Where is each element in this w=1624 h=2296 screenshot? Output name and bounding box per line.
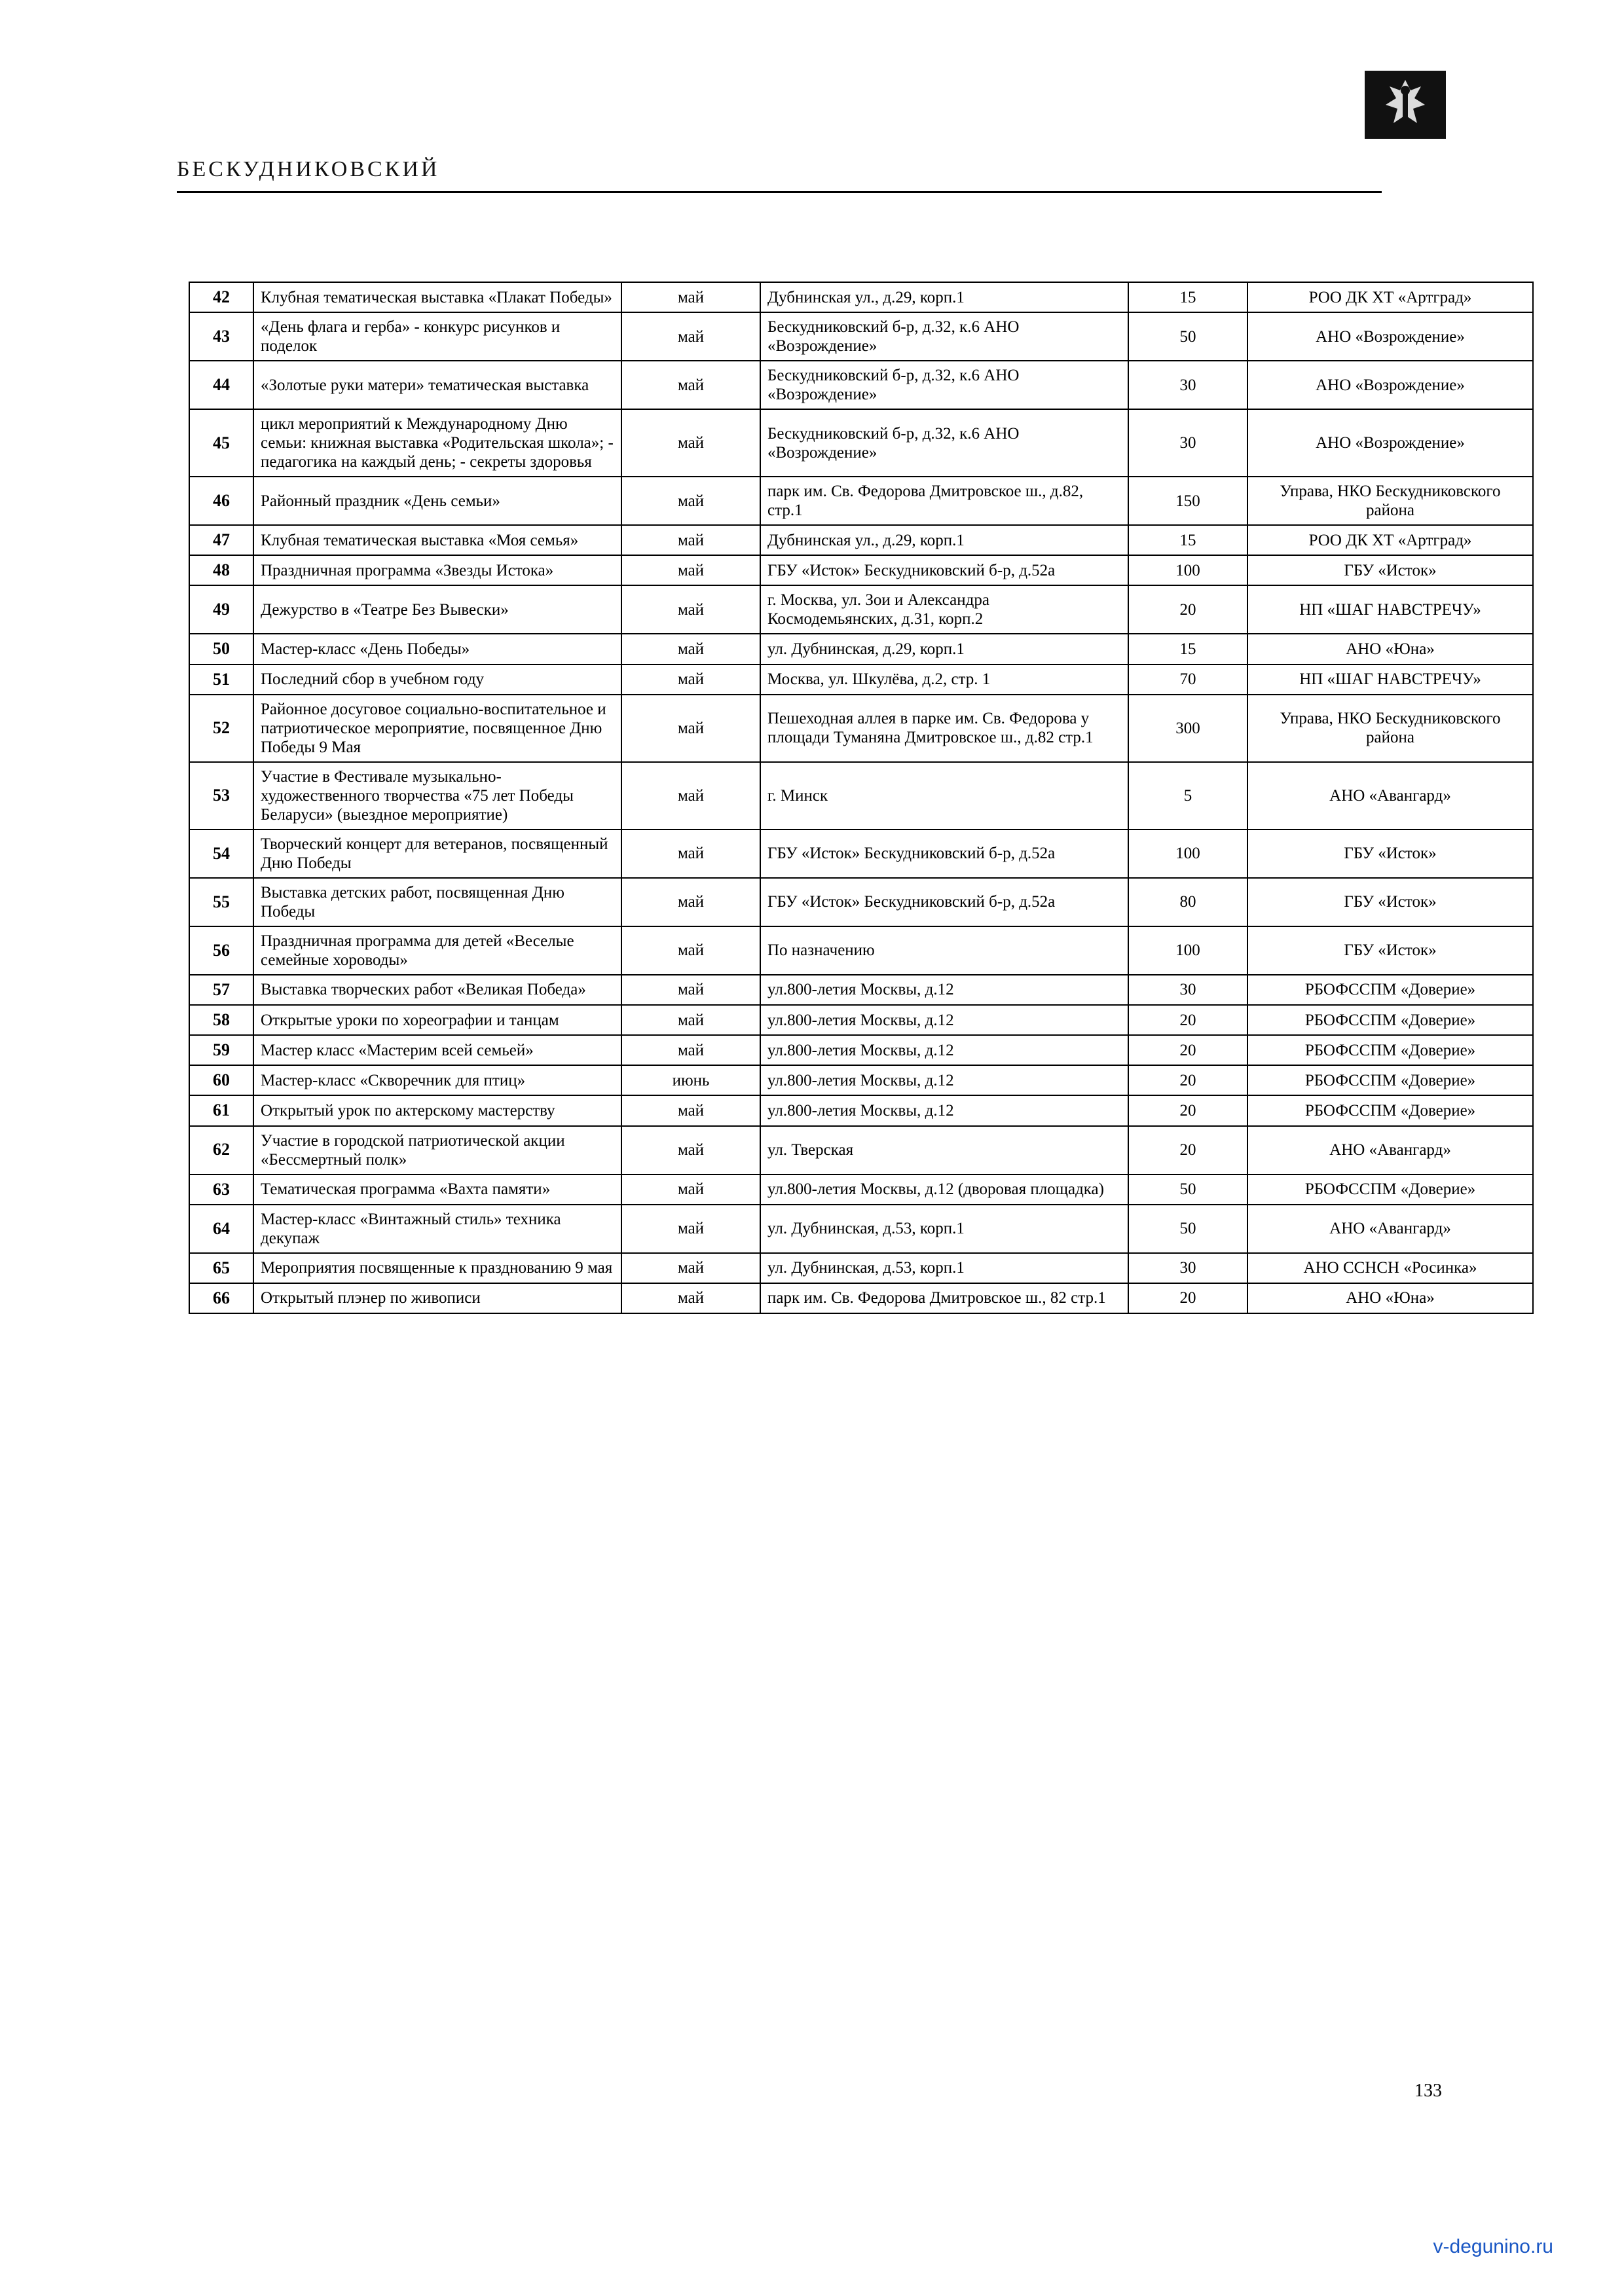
row-count: 15 — [1128, 525, 1247, 555]
row-month: май — [621, 1283, 760, 1313]
table-row — [189, 762, 1533, 829]
row-organizer: АНО «Юна» — [1247, 1283, 1533, 1313]
row-number: 50 — [189, 634, 253, 664]
row-event-name: Праздничная программа «Звезды Истока» — [253, 555, 621, 585]
row-number: 63 — [189, 1175, 253, 1205]
row-month: май — [621, 477, 760, 525]
row-number: 52 — [189, 695, 253, 762]
row-event-name: «День флага и герба» - конкурс рисунков и поделок — [253, 312, 621, 361]
row-month: май — [621, 282, 760, 312]
row-number: 56 — [189, 926, 253, 975]
row-number: 53 — [189, 762, 253, 829]
row-month: май — [621, 361, 760, 409]
row-number: 61 — [189, 1095, 253, 1125]
row-organizer: ГБУ «Исток» — [1247, 829, 1533, 878]
row-place: Дубнинская ул., д.29, корп.1 — [760, 525, 1128, 555]
row-place: По назначению — [760, 926, 1128, 975]
row-place: Дубнинская ул., д.29, корп.1 — [760, 282, 1128, 312]
row-event-name: Выставка творческих работ «Великая Победа» — [253, 975, 621, 1005]
table-row — [189, 695, 1533, 762]
row-organizer: Управа, НКО Бескудниковского района — [1247, 695, 1533, 762]
row-organizer: АНО «Авангард» — [1247, 1205, 1533, 1253]
page-title: БЕСКУДНИКОВСКИЙ — [177, 157, 440, 181]
row-place: парк им. Св. Федорова Дмитровское ш., д.82, стр.1 — [760, 477, 1128, 525]
row-event-name: Последний сбор в учебном году — [253, 665, 621, 695]
row-event-name: цикл мероприятий к Международному Дню семьи: книжная выставка «Родительская школа»; - педагогика на каждый день; - секреты здоровья — [253, 409, 621, 477]
row-count: 70 — [1128, 665, 1247, 695]
row-event-name: Мастер-класс «Винтажный стиль» техника декупаж — [253, 1205, 621, 1253]
table-row — [189, 1035, 1533, 1065]
row-number: 62 — [189, 1126, 253, 1175]
row-count: 20 — [1128, 1065, 1247, 1095]
row-number: 64 — [189, 1205, 253, 1253]
row-event-name: Клубная тематическая выставка «Плакат Победы» — [253, 282, 621, 312]
table-row — [189, 1205, 1533, 1253]
row-event-name: Районное досуговое социально-воспитательное и патриотическое мероприятие, посвященное Дню Победы 9 Мая — [253, 695, 621, 762]
row-event-name: Мастер класс «Мастерим всей семьей» — [253, 1035, 621, 1065]
row-month: май — [621, 975, 760, 1005]
district-emblem-icon — [1365, 71, 1446, 139]
page-number: 133 — [1414, 2081, 1442, 2101]
table-row — [189, 585, 1533, 634]
row-place: г. Москва, ул. Зои и Александра Космодемьянских, д.31, корп.2 — [760, 585, 1128, 634]
row-month: май — [621, 1205, 760, 1253]
row-place: ул.800-летия Москвы, д.12 — [760, 975, 1128, 1005]
row-number: 47 — [189, 525, 253, 555]
row-month: июнь — [621, 1065, 760, 1095]
row-month: май — [621, 878, 760, 926]
row-place: ул.800-летия Москвы, д.12 — [760, 1005, 1128, 1035]
table-row — [189, 878, 1533, 926]
row-count: 100 — [1128, 926, 1247, 975]
row-organizer: АНО «Возрождение» — [1247, 361, 1533, 409]
row-organizer: АНО «Авангард» — [1247, 1126, 1533, 1175]
row-organizer: АНО «Юна» — [1247, 634, 1533, 664]
row-organizer: РБОФССПМ «Доверие» — [1247, 1065, 1533, 1095]
row-event-name: Открытый урок по актерскому мастерству — [253, 1095, 621, 1125]
row-month: май — [621, 665, 760, 695]
table-row — [189, 926, 1533, 975]
row-month: май — [621, 1126, 760, 1175]
row-count: 15 — [1128, 282, 1247, 312]
row-event-name: Праздничная программа для детей «Веселые семейные хороводы» — [253, 926, 621, 975]
row-number: 59 — [189, 1035, 253, 1065]
row-place: ГБУ «Исток» Бескудниковский б-р, д.52а — [760, 555, 1128, 585]
row-count: 30 — [1128, 1253, 1247, 1283]
row-count: 20 — [1128, 1095, 1247, 1125]
row-number: 46 — [189, 477, 253, 525]
row-number: 42 — [189, 282, 253, 312]
row-count: 30 — [1128, 409, 1247, 477]
table-row — [189, 1005, 1533, 1035]
row-place: Бескудниковский б-р, д.32, к.6 АНО «Возрождение» — [760, 409, 1128, 477]
table-row — [189, 1095, 1533, 1125]
row-number: 49 — [189, 585, 253, 634]
row-organizer: РБОФССПМ «Доверие» — [1247, 1005, 1533, 1035]
row-count: 20 — [1128, 1005, 1247, 1035]
row-organizer: НП «ШАГ НАВСТРЕЧУ» — [1247, 665, 1533, 695]
row-month: май — [621, 926, 760, 975]
table-row — [189, 477, 1533, 525]
row-month: май — [621, 1035, 760, 1065]
row-event-name: Открытый плэнер по живописи — [253, 1283, 621, 1313]
row-count: 20 — [1128, 585, 1247, 634]
table-row — [189, 665, 1533, 695]
row-month: май — [621, 555, 760, 585]
row-organizer: АНО «Возрождение» — [1247, 409, 1533, 477]
row-organizer: РБОФССПМ «Доверие» — [1247, 1175, 1533, 1205]
row-organizer: АНО «Возрождение» — [1247, 312, 1533, 361]
row-month: май — [621, 695, 760, 762]
table-row — [189, 409, 1533, 477]
row-place: ул. Дубнинская, д.53, корп.1 — [760, 1253, 1128, 1283]
row-organizer: ГБУ «Исток» — [1247, 555, 1533, 585]
row-place: ул.800-летия Москвы, д.12 — [760, 1095, 1128, 1125]
row-month: май — [621, 762, 760, 829]
row-place: Москва, ул. Шкулёва, д.2, стр. 1 — [760, 665, 1128, 695]
row-count: 30 — [1128, 361, 1247, 409]
row-count: 50 — [1128, 1205, 1247, 1253]
table-row — [189, 634, 1533, 664]
table-row — [189, 829, 1533, 878]
row-organizer: РБОФССПМ «Доверие» — [1247, 1035, 1533, 1065]
row-event-name: «Золотые руки матери» тематическая выставка — [253, 361, 621, 409]
row-month: май — [621, 312, 760, 361]
row-place: ГБУ «Исток» Бескудниковский б-р, д.52а — [760, 829, 1128, 878]
row-number: 55 — [189, 878, 253, 926]
row-count: 50 — [1128, 1175, 1247, 1205]
row-place: ул. Дубнинская, д.29, корп.1 — [760, 634, 1128, 664]
row-count: 20 — [1128, 1035, 1247, 1065]
row-number: 65 — [189, 1253, 253, 1283]
row-count: 5 — [1128, 762, 1247, 829]
events-table — [189, 282, 1534, 1314]
row-event-name: Участие в Фестивале музыкально-художественного творчества «75 лет Победы Беларуси» (выездное мероприятие) — [253, 762, 621, 829]
row-organizer: РБОФССПМ «Доверие» — [1247, 1095, 1533, 1125]
row-month: май — [621, 585, 760, 634]
table-row — [189, 1253, 1533, 1283]
row-place: ул.800-летия Москвы, д.12 — [760, 1065, 1128, 1095]
table-row — [189, 1126, 1533, 1175]
row-number: 44 — [189, 361, 253, 409]
row-month: май — [621, 1175, 760, 1205]
row-number: 60 — [189, 1065, 253, 1095]
row-event-name: Творческий концерт для ветеранов, посвященный Дню Победы — [253, 829, 621, 878]
row-organizer: Управа, НКО Бескудниковского района — [1247, 477, 1533, 525]
table-row — [189, 282, 1533, 312]
table-row — [189, 525, 1533, 555]
row-count: 100 — [1128, 555, 1247, 585]
site-watermark: v-degunino.ru — [1433, 2236, 1553, 2257]
row-count: 15 — [1128, 634, 1247, 664]
table-row — [189, 312, 1533, 361]
row-event-name: Дежурство в «Театре Без Вывески» — [253, 585, 621, 634]
row-number: 48 — [189, 555, 253, 585]
row-place: г. Минск — [760, 762, 1128, 829]
events-table-container — [189, 282, 1501, 1314]
row-month: май — [621, 829, 760, 878]
header-divider — [177, 191, 1382, 193]
row-event-name: Мастер-класс «День Победы» — [253, 634, 621, 664]
row-event-name: Выставка детских работ, посвященная Дню Победы — [253, 878, 621, 926]
page-header — [177, 157, 1447, 193]
row-place: ГБУ «Исток» Бескудниковский б-р, д.52а — [760, 878, 1128, 926]
row-count: 20 — [1128, 1126, 1247, 1175]
events-table-body — [189, 282, 1533, 1313]
row-place: ул.800-летия Москвы, д.12 — [760, 1035, 1128, 1065]
row-organizer: ГБУ «Исток» — [1247, 878, 1533, 926]
row-place: ул. Дубнинская, д.53, корп.1 — [760, 1205, 1128, 1253]
row-count: 150 — [1128, 477, 1247, 525]
table-row — [189, 361, 1533, 409]
row-month: май — [621, 1095, 760, 1125]
table-row — [189, 555, 1533, 585]
row-month: май — [621, 409, 760, 477]
table-row — [189, 1175, 1533, 1205]
row-count: 80 — [1128, 878, 1247, 926]
row-place: парк им. Св. Федорова Дмитровское ш., 82 стр.1 — [760, 1283, 1128, 1313]
table-row — [189, 1283, 1533, 1313]
row-month: май — [621, 634, 760, 664]
row-place: ул.800-летия Москвы, д.12 (дворовая площадка) — [760, 1175, 1128, 1205]
row-event-name: Участие в городской патриотической акции «Бессмертный полк» — [253, 1126, 621, 1175]
row-organizer: ГБУ «Исток» — [1247, 926, 1533, 975]
row-count: 300 — [1128, 695, 1247, 762]
row-event-name: Мероприятия посвященные к празднованию 9 мая — [253, 1253, 621, 1283]
row-number: 57 — [189, 975, 253, 1005]
row-number: 54 — [189, 829, 253, 878]
row-month: май — [621, 525, 760, 555]
row-count: 50 — [1128, 312, 1247, 361]
row-number: 51 — [189, 665, 253, 695]
row-month: май — [621, 1005, 760, 1035]
row-number: 43 — [189, 312, 253, 361]
row-place: ул. Тверская — [760, 1126, 1128, 1175]
row-number: 45 — [189, 409, 253, 477]
table-row — [189, 1065, 1533, 1095]
row-number: 58 — [189, 1005, 253, 1035]
row-event-name: Открытые уроки по хореографии и танцам — [253, 1005, 621, 1035]
row-count: 20 — [1128, 1283, 1247, 1313]
row-count: 100 — [1128, 829, 1247, 878]
row-organizer: РБОФССПМ «Доверие» — [1247, 975, 1533, 1005]
row-organizer: РОО ДК ХТ «Артград» — [1247, 282, 1533, 312]
row-event-name: Тематическая программа «Вахта памяти» — [253, 1175, 621, 1205]
row-event-name: Районный праздник «День семьи» — [253, 477, 621, 525]
row-count: 30 — [1128, 975, 1247, 1005]
row-place: Бескудниковский б-р, д.32, к.6 АНО «Возрождение» — [760, 312, 1128, 361]
row-organizer: РОО ДК ХТ «Артград» — [1247, 525, 1533, 555]
row-event-name: Клубная тематическая выставка «Моя семья» — [253, 525, 621, 555]
row-organizer: НП «ШАГ НАВСТРЕЧУ» — [1247, 585, 1533, 634]
row-month: май — [621, 1253, 760, 1283]
row-organizer: АНО ССНСН «Росинка» — [1247, 1253, 1533, 1283]
table-row — [189, 975, 1533, 1005]
row-event-name: Мастер-класс «Скворечник для птиц» — [253, 1065, 621, 1095]
row-place: Пешеходная аллея в парке им. Св. Федорова у площади Туманяна Дмитровское ш., д.82 стр.1 — [760, 695, 1128, 762]
row-number: 66 — [189, 1283, 253, 1313]
row-place: Бескудниковский б-р, д.32, к.6 АНО «Возрождение» — [760, 361, 1128, 409]
row-organizer: АНО «Авангард» — [1247, 762, 1533, 829]
